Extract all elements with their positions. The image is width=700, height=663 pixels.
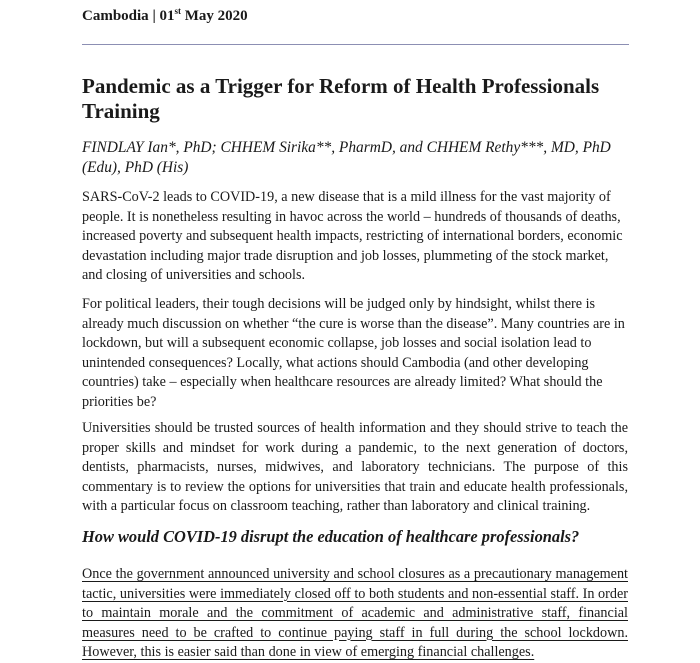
section-heading: How would COVID-19 disrupt the education of healthcare professionals?: [82, 527, 580, 546]
body-paragraph-3: Universities should be trusted sources of health information and they should strive to teach the proper skills and mindset for work during a pandemic, to the next generation of doctors, dentists, pharmacists, nurses, midwives, and laboratory technicians. The purpose of this commentary is to review the options for universities that train and educate health professionals, with a particular focus on classroom teaching, rather than laboratory and clinical training.: [82, 420, 628, 514]
header-day-suffix: st: [174, 6, 181, 16]
article-authors: FINDLAY Ian*, PhD; CHHEM Sirika**, PharmD, and CHHEM Rethy***, MD, PhD (Edu), PhD (His): [82, 139, 611, 176]
document-header: [82, 5, 248, 27]
article-title: Pandemic as a Trigger for Reform of Health Professionals Training: [82, 74, 600, 123]
header-separator: |: [152, 8, 156, 24]
header-day: 01: [159, 8, 175, 24]
header-divider: [82, 44, 629, 45]
body-paragraph-1: SARS-CoV-2 leads to COVID-19, a new disease that is a mild illness for the vast majority of people. It is nonetheless resulting in havoc across the world – hundreds of thousands of deaths, increased poverty and subsequent health impacts, restricting of international borders, economic devastation including major trade disruption and job losses, plummeting of the stock market, and closing of universities and schools.: [82, 189, 623, 283]
header-month-year: May 2020: [184, 8, 248, 24]
body-paragraph-4: Once the government announced university and school closures as a precautionary management tactic, universities were immediately closed off to both students and non-essential staff. In order to maintain morale and the commitment of academic and administrative staff, financial measures need to be crafted to continue paying staff in full during the school lockdown. However, this is easier said than done in view of emerging financial challenges.: [82, 566, 628, 660]
header-country: Cambodia: [82, 8, 149, 24]
body-paragraph-2: For political leaders, their tough decisions will be judged only by hindsight, whilst there is already much discussion on whether “the cure is worse than the disease”. Many countries are in lockdown, but will a subsequent economic collapse, job losses and social isolation lead to unintended consequences? Locally, what actions should Cambodia (and other developing countries) take – especially when healthcare resources are already limited? What should the priorities be?: [82, 296, 625, 410]
